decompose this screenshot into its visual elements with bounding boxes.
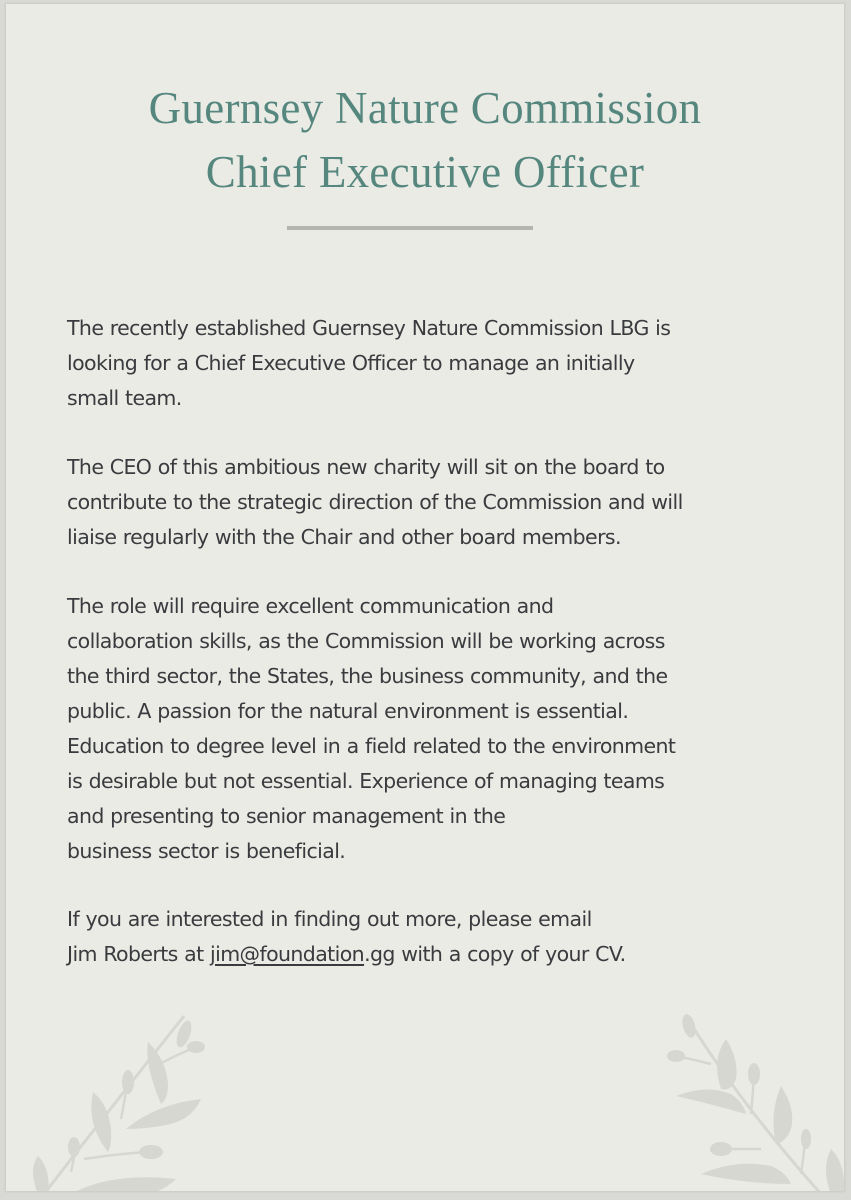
- text-line: and presenting to senior management in the: [67, 804, 506, 828]
- paragraph-contact: [67, 902, 787, 972]
- title-line-organization: Guernsey Nature Commission: [148, 83, 702, 133]
- text-line: public. A passion for the natural environment is essential.: [67, 699, 629, 723]
- job-posting-page: [6, 4, 844, 1191]
- text-line: is desirable but not essential. Experience of managing teams: [67, 769, 665, 793]
- email-suffix: .gg: [364, 942, 395, 966]
- paragraph-requirements: [67, 589, 787, 869]
- page-title: [6, 76, 844, 204]
- text-line: The role will require excellent communication and: [67, 594, 554, 618]
- text-line: If you are interested in finding out more, please email: [67, 907, 592, 931]
- text-line: collaboration skills, as the Commission will be working across: [67, 629, 665, 653]
- text-line: small team.: [67, 386, 182, 410]
- text-line: liaise regularly with the Chair and other board members.: [67, 525, 621, 549]
- leaf-branch-icon: [651, 1004, 844, 1191]
- paragraph-intro: [67, 311, 787, 416]
- text-line: the third sector, the States, the business community, and the: [67, 664, 668, 688]
- contact-prefix: Jim Roberts at: [67, 942, 210, 966]
- title-line-role: Chief Executive Officer: [205, 147, 645, 197]
- leaf-branch-icon: [16, 1004, 216, 1191]
- text-line: business sector is beneficial.: [67, 839, 346, 863]
- email-link[interactable]: jim@foundation: [210, 942, 365, 966]
- text-line: Education to degree level in a field related to the environment: [67, 734, 676, 758]
- text-line: The CEO of this ambitious new charity will sit on the board to: [67, 455, 665, 479]
- text-line: contribute to the strategic direction of the Commission and will: [67, 490, 683, 514]
- title-divider: [287, 226, 533, 230]
- contact-suffix: with a copy of your CV.: [394, 942, 626, 966]
- text-line: The recently established Guernsey Nature Commission LBG is: [67, 316, 671, 340]
- contact-line: [67, 937, 787, 972]
- paragraph-board-role: [67, 450, 787, 555]
- text-line: looking for a Chief Executive Officer to manage an initially: [67, 351, 635, 375]
